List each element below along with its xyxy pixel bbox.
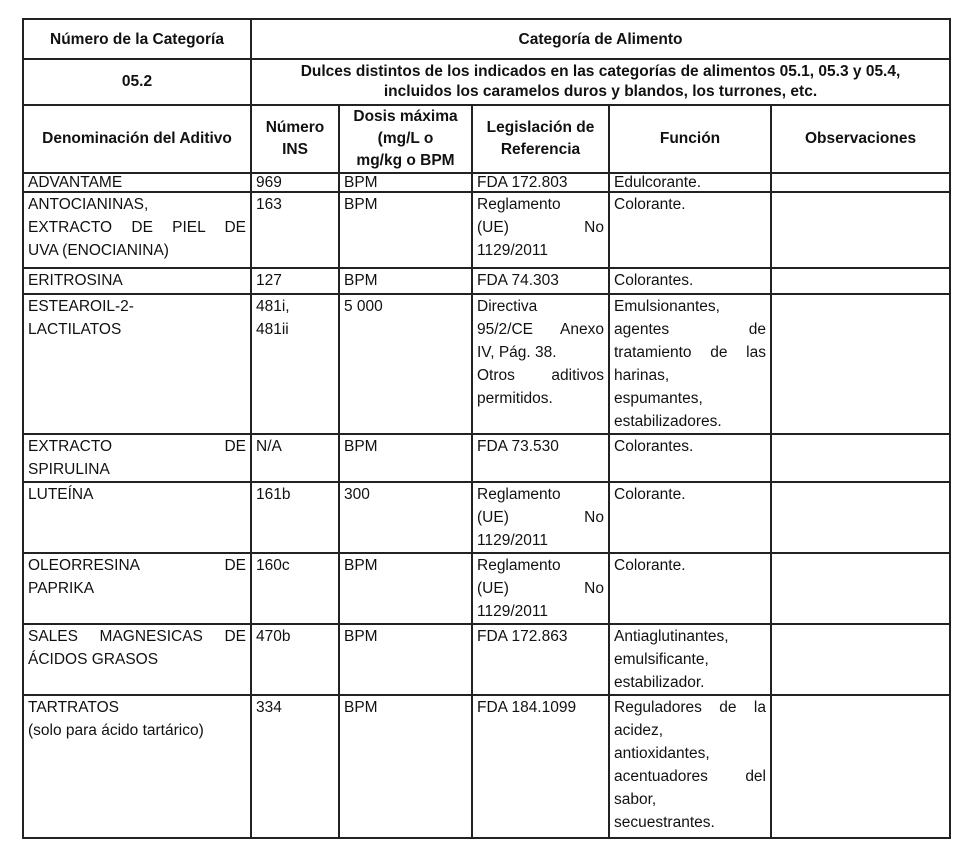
legislation-line: Reglamento <box>477 196 561 213</box>
legislation-line: FDA 172.863 <box>477 628 568 645</box>
legislation-cell <box>472 624 609 695</box>
ins-number-cell <box>251 695 339 838</box>
observations-cell <box>771 695 950 838</box>
food-category-label: Categoría de Alimento <box>251 19 950 59</box>
legislation-cell <box>472 553 609 624</box>
function-line: Colorantes. <box>614 438 694 455</box>
ins-number-line: 160c <box>256 557 290 574</box>
function-line: emulsificante, <box>614 651 709 668</box>
function-cell <box>609 553 771 624</box>
col-header-legislation-line2: Referencia <box>500 141 581 158</box>
col-header-ins-line2: INS <box>282 141 308 158</box>
ins-number-line: 163 <box>256 196 282 213</box>
additive-name-line: (solo para ácido tartárico) <box>28 722 204 739</box>
max-dose-cell: BPM <box>339 192 472 268</box>
function-cell <box>609 624 771 695</box>
ins-number-line: N/A <box>256 438 282 455</box>
ins-number-cell <box>251 624 339 695</box>
legislation-line: IV, Pág. 38. <box>477 344 557 361</box>
function-line: agentes de <box>614 321 766 338</box>
function-line: Reguladores de la <box>614 699 766 716</box>
ins-number-line: 127 <box>256 272 282 289</box>
additive-name-line: EXTRACTO DE PIEL DE <box>28 219 246 236</box>
additive-name-cell <box>23 482 251 553</box>
ins-number-cell <box>251 192 339 268</box>
legislation-line: FDA 74.303 <box>477 272 559 289</box>
legislation-line: FDA 184.1099 <box>477 699 577 716</box>
max-dose-cell: BPM <box>339 268 472 294</box>
additive-name-cell <box>23 553 251 624</box>
additive-name-line: TARTRATOS <box>28 699 120 716</box>
legislation-line: permitidos. <box>477 390 553 407</box>
max-dose-cell: BPM <box>339 553 472 624</box>
ins-number-line: 470b <box>256 628 291 645</box>
legislation-line: 95/2/CE Anexo <box>477 321 604 338</box>
col-header-function: Función <box>609 105 771 173</box>
additive-name-line: SPIRULINA <box>28 461 110 478</box>
header-row-category-labels <box>23 19 950 59</box>
additive-name-line: ADVANTAME <box>28 174 123 191</box>
function-line: espumantes, <box>614 390 703 407</box>
legislation-line: Reglamento <box>477 557 561 574</box>
max-dose-cell: 5 000 <box>339 294 472 434</box>
max-dose-cell: BPM <box>339 624 472 695</box>
column-header-row <box>23 105 950 173</box>
table-row <box>23 434 950 482</box>
function-cell <box>609 173 771 192</box>
col-header-legislation-line1: Legislación de <box>486 119 595 136</box>
table-row <box>23 695 950 838</box>
additive-name-cell <box>23 268 251 294</box>
function-cell <box>609 268 771 294</box>
additive-name-cell <box>23 173 251 192</box>
legislation-line: Otros aditivos <box>477 367 604 384</box>
additive-name-line: LUTEÍNA <box>28 486 94 503</box>
additive-name-line: OLEORRESINA DE <box>28 557 246 574</box>
header-row-category-values <box>23 59 950 105</box>
observations-cell <box>771 624 950 695</box>
legislation-line: (UE) No <box>477 580 604 597</box>
function-cell <box>609 294 771 434</box>
legislation-cell <box>472 173 609 192</box>
additive-name-line: ÁCIDOS GRASOS <box>28 651 159 668</box>
additive-name-cell <box>23 192 251 268</box>
observations-cell <box>771 434 950 482</box>
table-row <box>23 268 950 294</box>
function-line: estabilizador. <box>614 674 705 691</box>
additive-name-line: ESTEAROIL-2- <box>28 298 134 315</box>
category-number-label: Número de la Categoría <box>23 19 251 59</box>
food-additives-table <box>22 18 951 839</box>
table-row <box>23 192 950 268</box>
ins-number-cell <box>251 482 339 553</box>
legislation-cell <box>472 695 609 838</box>
observations-cell <box>771 294 950 434</box>
col-header-dose-line1: Dosis máxima <box>353 108 458 125</box>
function-line: antioxidantes, <box>614 745 710 762</box>
legislation-line: Directiva <box>477 298 538 315</box>
category-number: 05.2 <box>23 59 251 105</box>
table-row <box>23 173 950 192</box>
table-body <box>23 173 950 838</box>
ins-number-cell <box>251 173 339 192</box>
additive-name-line: EXTRACTO DE <box>28 438 246 455</box>
table-row <box>23 553 950 624</box>
col-header-dose-line3: mg/kg o BPM <box>356 152 455 169</box>
function-cell <box>609 482 771 553</box>
col-header-ins <box>251 105 339 173</box>
function-line: Colorantes. <box>614 272 694 289</box>
function-line: Emulsionantes, <box>614 298 720 315</box>
category-description-line2: incluidos los caramelos duros y blandos, los turrones, etc. <box>383 83 818 100</box>
function-line: Antiaglutinantes, <box>614 628 729 645</box>
legislation-line: 1129/2011 <box>477 242 548 259</box>
category-description <box>251 59 950 105</box>
observations-cell <box>771 192 950 268</box>
ins-number-line: 969 <box>256 174 282 191</box>
max-dose-cell: BPM <box>339 173 472 192</box>
legislation-line: FDA 172.803 <box>477 174 568 191</box>
ins-number-line: 161b <box>256 486 291 503</box>
col-header-ins-line1: Número <box>265 119 325 136</box>
additive-name-line: PAPRIKA <box>28 580 95 597</box>
ins-number-cell <box>251 268 339 294</box>
legislation-line: 1129/2011 <box>477 532 548 549</box>
legislation-cell <box>472 268 609 294</box>
function-line: Colorante. <box>614 557 686 574</box>
additive-name-cell <box>23 695 251 838</box>
ins-number-line: 481ii <box>256 321 289 338</box>
category-description-line1: Dulces distintos de los indicados en las categorías de alimentos 05.1, 05.3 y 05.4, <box>300 63 901 80</box>
function-line: tratamiento de las <box>614 344 766 361</box>
additive-name-line: ERITROSINA <box>28 272 123 289</box>
ins-number-line: 334 <box>256 699 282 716</box>
ins-number-line: 481i, <box>256 298 290 315</box>
max-dose-cell: BPM <box>339 434 472 482</box>
additive-name-line: UVA (ENOCIANINA) <box>28 242 169 259</box>
function-cell <box>609 192 771 268</box>
max-dose-cell: BPM <box>339 695 472 838</box>
col-header-observations: Observaciones <box>771 105 950 173</box>
function-line: harinas, <box>614 367 670 384</box>
legislation-cell <box>472 434 609 482</box>
additive-name-line: LACTILATOS <box>28 321 122 338</box>
legislation-cell <box>472 482 609 553</box>
table-row <box>23 624 950 695</box>
table-row <box>23 482 950 553</box>
max-dose-cell: 300 <box>339 482 472 553</box>
table-row <box>23 294 950 434</box>
function-line: sabor, <box>614 791 657 808</box>
function-line: secuestrantes. <box>614 814 715 831</box>
additive-name-cell <box>23 294 251 434</box>
function-line: Edulcorante. <box>614 174 702 191</box>
additive-name-line: ANTOCIANINAS, <box>28 196 149 213</box>
col-header-additive-name: Denominación del Aditivo <box>23 105 251 173</box>
legislation-line: (UE) No <box>477 219 604 236</box>
ins-number-cell <box>251 434 339 482</box>
legislation-cell <box>472 192 609 268</box>
additive-name-cell <box>23 434 251 482</box>
additive-name-cell <box>23 624 251 695</box>
observations-cell <box>771 482 950 553</box>
function-cell <box>609 434 771 482</box>
legislation-cell <box>472 294 609 434</box>
legislation-line: (UE) No <box>477 509 604 526</box>
legislation-line: 1129/2011 <box>477 603 548 620</box>
legislation-line: Reglamento <box>477 486 561 503</box>
ins-number-cell <box>251 294 339 434</box>
additive-name-line: SALES MAGNESICAS DE <box>28 628 246 645</box>
col-header-legislation <box>472 105 609 173</box>
observations-cell <box>771 173 950 192</box>
function-line: acentuadores del <box>614 768 766 785</box>
col-header-dose-line2: (mg/L o <box>377 130 434 147</box>
function-line: Colorante. <box>614 486 686 503</box>
legislation-line: FDA 73.530 <box>477 438 559 455</box>
observations-cell <box>771 268 950 294</box>
function-line: Colorante. <box>614 196 686 213</box>
col-header-dose <box>339 105 472 173</box>
ins-number-cell <box>251 553 339 624</box>
function-line: estabilizadores. <box>614 413 722 430</box>
function-cell <box>609 695 771 838</box>
function-line: acidez, <box>614 722 664 739</box>
observations-cell <box>771 553 950 624</box>
